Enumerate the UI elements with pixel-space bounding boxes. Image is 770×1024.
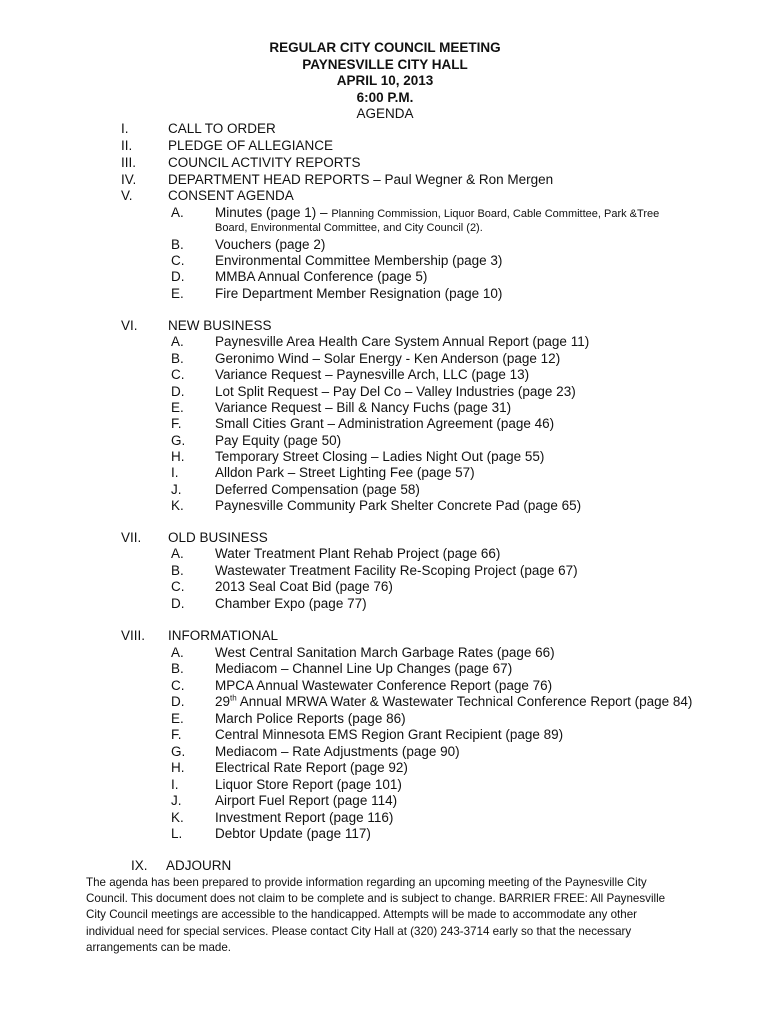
item-letter: E.: [171, 286, 184, 301]
item-letter: F.: [171, 416, 182, 431]
item-text: Chamber Expo (page 77): [215, 596, 367, 611]
item-text: Vouchers (page 2): [215, 237, 326, 252]
item-text: Alldon Park – Street Lighting Fee (page 57): [215, 465, 475, 480]
item-letter: A.: [171, 334, 184, 349]
meeting-date: APRIL 10, 2013: [336, 73, 434, 88]
item-letter: B.: [171, 351, 184, 366]
item-text: Variance Request – Paynesville Arch, LLC (page 13): [215, 367, 530, 382]
item-text: Water Treatment Plant Rehab Project (page 66): [215, 546, 501, 561]
item-text: March Police Reports (page 86): [215, 711, 406, 726]
section-number: VII.: [121, 530, 142, 545]
item-text: Environmental Committee Membership (page 3): [215, 253, 503, 268]
item-text: Deferred Compensation (page 58): [215, 482, 420, 497]
section-title: ADJOURN: [166, 858, 232, 873]
item-letter: D.: [171, 269, 185, 284]
section-number: IX.: [131, 858, 148, 873]
item-detail: Planning Commission, Liquor Board, Cable Committee, Park &Tree: [331, 208, 660, 220]
section-title: OLD BUSINESS: [168, 530, 268, 545]
item-letter: D.: [171, 596, 185, 611]
item-text: Electrical Rate Report (page 92): [215, 760, 408, 775]
item-text: Annual MRWA Water & Wastewater Technical Conference Report (page 84): [236, 694, 693, 709]
item-letter: A.: [171, 645, 184, 660]
section-title: CALL TO ORDER: [168, 121, 276, 136]
meeting-time: 6:00 P.M.: [356, 89, 414, 105]
item-letter: H.: [171, 760, 185, 775]
item-text: MPCA Annual Wastewater Conference Report (page 76): [215, 678, 553, 693]
item-letter: J.: [171, 482, 182, 497]
item-letter: C.: [171, 367, 185, 382]
section-number: III.: [121, 155, 137, 170]
section-number: V.: [121, 188, 133, 203]
disclaimer-line: arrangements can be made.: [86, 940, 232, 954]
item-text: Wastewater Treatment Facility Re-Scoping Project (page 67): [215, 563, 578, 578]
item-text: Pay Equity (page 50): [215, 433, 342, 448]
item-letter: K.: [171, 498, 184, 513]
item-letter: B.: [171, 237, 184, 252]
section-number: VIII.: [121, 628, 146, 643]
item-text: Investment Report (page 116): [215, 810, 394, 825]
item-text: Lot Split Request – Pay Del Co – Valley Industries (page 23): [215, 384, 576, 399]
item-text: Airport Fuel Report (page 114): [215, 793, 398, 808]
section-number: I.: [121, 121, 129, 136]
item-text: Geronimo Wind – Solar Energy - Ken Anderson (page 12): [215, 351, 561, 366]
item-letter: F.: [171, 727, 182, 742]
item-letter: H.: [171, 449, 185, 464]
item-text: Minutes (page 1) –: [215, 205, 328, 220]
section-number: VI.: [121, 318, 138, 333]
item-text: Debtor Update (page 117): [215, 826, 371, 841]
item-letter: I.: [171, 465, 179, 480]
section-title: COUNCIL ACTIVITY REPORTS: [168, 155, 361, 170]
item-letter: A.: [171, 546, 184, 561]
item-text: 2013 Seal Coat Bid (page 76): [215, 579, 393, 594]
section-title: NEW BUSINESS: [168, 318, 272, 333]
item-text: Fire Department Member Resignation (page 10): [215, 286, 503, 301]
item-text: Mediacom – Rate Adjustments (page 90): [215, 744, 460, 759]
item-text: Variance Request – Bill & Nancy Fuchs (page 31): [215, 400, 512, 415]
item-letter: G.: [171, 433, 186, 448]
item-letter: B.: [171, 563, 184, 578]
item-letter: D.: [171, 384, 185, 399]
item-letter: J.: [171, 793, 182, 808]
item-text: Central Minnesota EMS Region Grant Recipient (page 89): [215, 727, 564, 742]
item-letter: E.: [171, 400, 184, 415]
meeting-title: REGULAR CITY COUNCIL MEETING: [269, 40, 501, 55]
item-letter: C.: [171, 579, 185, 594]
item-detail-continued: Board, Environmental Committee, and City Council (2).: [215, 222, 483, 234]
disclaimer-line: The agenda has been prepared to provide information regarding an upcoming meeting of the Paynesville City: [86, 876, 647, 889]
item-letter: E.: [171, 711, 184, 726]
item-letter: I.: [171, 777, 179, 792]
item-letter: C.: [171, 253, 185, 268]
item-text: Small Cities Grant – Administration Agreement (page 46): [215, 416, 555, 431]
item-letter: K.: [171, 810, 184, 825]
ordinal-number: 29: [215, 694, 231, 709]
section-title: INFORMATIONAL: [168, 628, 279, 643]
item-text: Paynesville Area Health Care System Annual Report (page 11): [215, 334, 590, 349]
item-text: Liquor Store Report (page 101): [215, 777, 402, 792]
item-letter: A.: [171, 205, 184, 220]
item-text: Temporary Street Closing – Ladies Night Out (page 55): [215, 449, 545, 464]
item-text: MMBA Annual Conference (page 5): [215, 269, 428, 284]
item-text: Paynesville Community Park Shelter Concrete Pad (page 65): [215, 498, 582, 513]
agenda-header: [0, 40, 770, 123]
item-letter: B.: [171, 661, 184, 676]
agenda-disclaimer: [86, 875, 726, 956]
section-title: DEPARTMENT HEAD REPORTS – Paul Wegner & Ron Mergen: [168, 172, 554, 187]
ordinal-suffix: th: [230, 693, 237, 703]
meeting-location: PAYNESVILLE CITY HALL: [302, 56, 468, 72]
section-number: II.: [121, 138, 133, 153]
agenda-label: AGENDA: [356, 106, 414, 121]
item-letter: L.: [171, 826, 183, 841]
section-number: IV.: [121, 172, 137, 187]
item-text: Mediacom – Channel Line Up Changes (page 67): [215, 661, 513, 676]
item-letter: D.: [171, 694, 185, 709]
item-letter: G.: [171, 744, 186, 759]
disclaimer-line: Council. This document does not claim to be complete and is subject to change. BARRIER FREE: All Paynesville: [86, 892, 666, 906]
disclaimer-line: City Council meetings are accessible to the handicapped. Attempts will be made to accommodate any other: [86, 908, 637, 922]
section-title: PLEDGE OF ALLEGIANCE: [168, 138, 334, 153]
section-title: CONSENT AGENDA: [168, 188, 294, 203]
disclaimer-line: individual need for special services. Please contact City Hall at (320) 243-3714 early so that the necessary: [86, 924, 632, 938]
item-letter: C.: [171, 678, 185, 693]
item-text: West Central Sanitation March Garbage Rates (page 66): [215, 645, 555, 660]
